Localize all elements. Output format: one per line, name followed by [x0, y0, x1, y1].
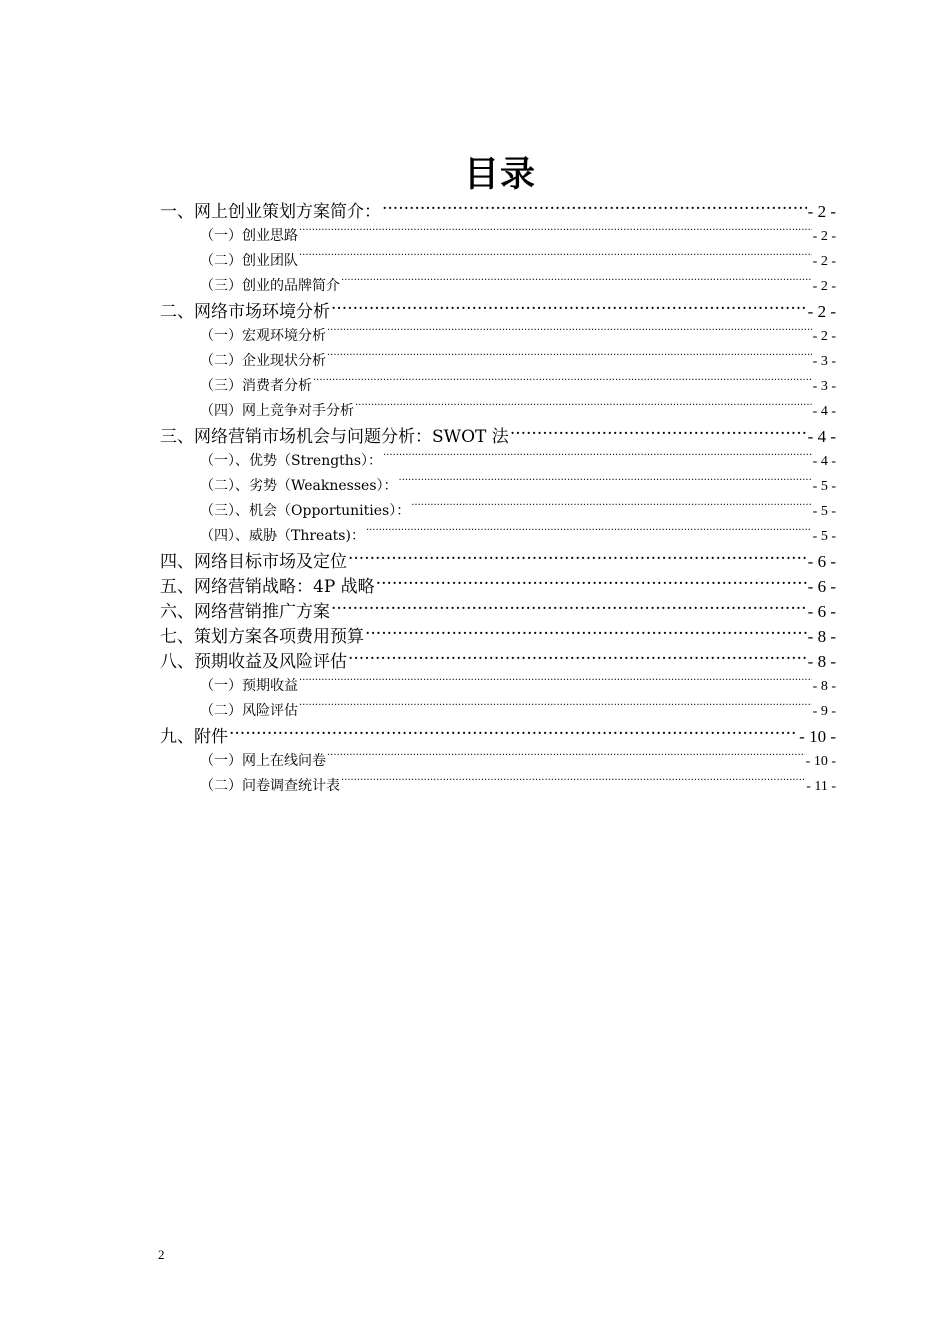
toc-subentry[interactable]: [160, 374, 836, 399]
toc-dot-leader: [299, 226, 812, 240]
toc-entry-label: 九、附件: [160, 727, 228, 747]
toc-entry-page: - 4 -: [807, 427, 836, 446]
toc-entry-label: 八、预期收益及风险评估: [160, 652, 347, 672]
toc-entry[interactable]: [160, 624, 836, 649]
toc-dot-leader: [299, 251, 812, 265]
toc-dot-leader: [348, 650, 807, 667]
toc-subentry[interactable]: [160, 349, 836, 374]
toc-entry-label: （二）企业现状分析: [200, 353, 326, 369]
toc-entry-label: 六、网络营销推广方案: [160, 602, 330, 622]
toc-entry-page: - 5 -: [812, 504, 836, 519]
toc-subentry[interactable]: [160, 524, 836, 549]
toc-subentry[interactable]: [160, 249, 836, 274]
toc-entry[interactable]: [160, 574, 836, 599]
toc-dot-leader: [299, 701, 812, 715]
toc-dot-leader: [341, 276, 812, 290]
toc-entry-label: （一）网上在线问卷: [200, 753, 326, 769]
toc-entry-label: （二）创业团队: [200, 253, 298, 269]
toc-entry-page: - 11 -: [806, 779, 836, 794]
table-of-contents: [160, 199, 836, 799]
toc-entry-page: - 3 -: [812, 379, 836, 394]
toc-entry[interactable]: [160, 649, 836, 674]
toc-dot-leader: [399, 476, 812, 490]
toc-entry[interactable]: [160, 549, 836, 574]
toc-dot-leader: [510, 425, 807, 442]
toc-entry-label: 五、网络营销战略：4P 战略: [160, 577, 375, 597]
toc-dot-leader: [355, 401, 812, 415]
toc-entry-label: （二）、劣势（Weaknesses）：: [200, 478, 398, 494]
toc-entry-page: - 5 -: [812, 479, 836, 494]
toc-entry-page: - 2 -: [807, 302, 836, 321]
toc-dot-leader: [348, 550, 807, 567]
toc-subentry[interactable]: [160, 499, 836, 524]
toc-dot-leader: [411, 501, 811, 515]
toc-entry-label: 二、网络市场环境分析: [160, 302, 330, 322]
toc-entry-label: （四）网上竞争对手分析: [200, 403, 354, 419]
toc-subentry[interactable]: [160, 749, 836, 774]
toc-entry-page: - 8 -: [807, 627, 836, 646]
toc-dot-leader: [376, 575, 807, 592]
toc-subentry[interactable]: [160, 699, 836, 724]
toc-entry-page: - 2 -: [812, 329, 836, 344]
footer-page-number: 2: [158, 1247, 165, 1262]
toc-entry-page: - 4 -: [812, 404, 836, 419]
toc-entry-label: （三）创业的品牌简介: [200, 278, 340, 294]
toc-entry-page: - 10 -: [799, 727, 836, 746]
toc-subentry[interactable]: [160, 274, 836, 299]
toc-dot-leader: [299, 676, 812, 690]
toc-entry-label: （三）消费者分析: [200, 378, 312, 394]
toc-subentry[interactable]: [160, 674, 836, 699]
toc-entry-label: （二）问卷调查统计表: [200, 778, 340, 794]
toc-dot-leader: [383, 451, 812, 465]
toc-entry-label: （二）风险评估: [200, 703, 298, 719]
toc-entry-label: 七、策划方案各项费用预算: [160, 627, 364, 647]
toc-entry-label: （一）创业思路: [200, 228, 298, 244]
toc-dot-leader: [366, 526, 812, 540]
toc-entry-page: - 3 -: [812, 354, 836, 369]
toc-dot-leader: [313, 376, 812, 390]
toc-entry-page: - 6 -: [807, 552, 836, 571]
toc-subentry[interactable]: [160, 774, 836, 799]
toc-entry-label: （三）、机会（Opportunities）：: [200, 503, 411, 519]
toc-title: 目录: [463, 155, 536, 195]
toc-entry-page: - 8 -: [812, 679, 836, 694]
toc-entry-label: 三、网络营销市场机会与问题分析：SWOT 法: [160, 427, 509, 447]
toc-entry-label: （一）宏观环境分析: [200, 328, 326, 344]
toc-dot-leader: [229, 725, 798, 742]
toc-subentry[interactable]: [160, 474, 836, 499]
toc-entry-page: - 6 -: [807, 577, 836, 596]
toc-dot-leader: [365, 625, 807, 642]
toc-dot-leader: [382, 200, 807, 217]
toc-subentry[interactable]: [160, 399, 836, 424]
toc-entry-label: （一）、优势（Strengths）：: [200, 453, 382, 469]
toc-entry-page: - 8 -: [807, 652, 836, 671]
toc-entry-label: 四、网络目标市场及定位: [160, 552, 347, 572]
toc-subentry[interactable]: [160, 324, 836, 349]
toc-dot-leader: [331, 300, 807, 317]
toc-entry-page: - 10 -: [805, 754, 836, 769]
toc-dot-leader: [327, 326, 812, 340]
toc-entry-page: - 2 -: [812, 229, 836, 244]
toc-entry[interactable]: [160, 299, 836, 324]
toc-entry-page: - 5 -: [812, 529, 836, 544]
toc-entry-page: - 2 -: [812, 279, 836, 294]
toc-entry[interactable]: [160, 724, 836, 749]
toc-entry-page: - 2 -: [812, 254, 836, 269]
toc-entry-label: （四）、威胁（Threats)：: [200, 528, 365, 544]
toc-entry-label: （一）预期收益: [200, 678, 298, 694]
toc-entry-page: - 4 -: [812, 454, 836, 469]
toc-entry[interactable]: [160, 424, 836, 449]
toc-dot-leader: [327, 751, 805, 765]
toc-entry-page: - 2 -: [807, 202, 836, 221]
toc-entry-page: - 9 -: [812, 704, 836, 719]
toc-dot-leader: [331, 600, 807, 617]
toc-dot-leader: [327, 351, 812, 365]
toc-entry[interactable]: [160, 599, 836, 624]
toc-dot-leader: [341, 776, 805, 790]
toc-entry[interactable]: [160, 199, 836, 224]
toc-entry-label: 一、网上创业策划方案简介：: [160, 202, 381, 222]
toc-subentry[interactable]: [160, 449, 836, 474]
toc-subentry[interactable]: [160, 224, 836, 249]
toc-entry-page: - 6 -: [807, 602, 836, 621]
